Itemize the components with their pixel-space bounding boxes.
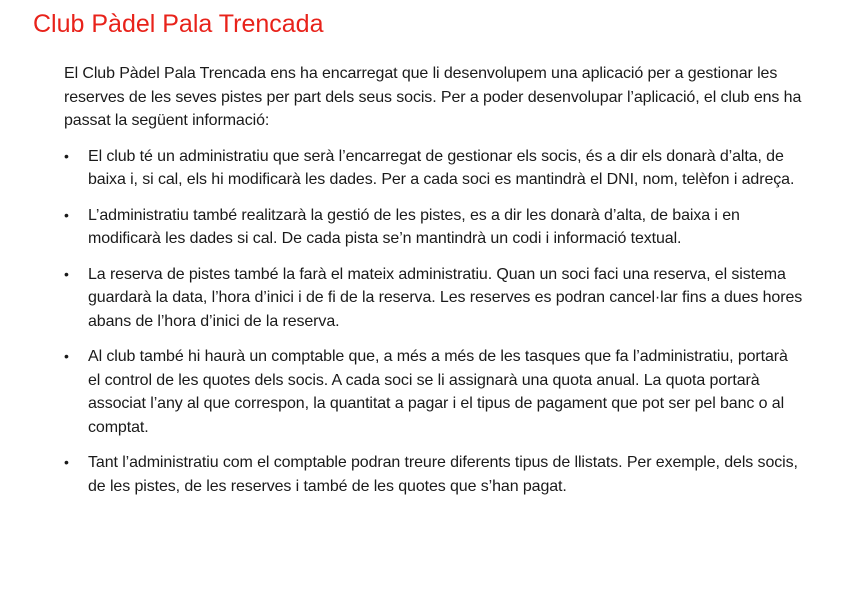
list-item-text: La reserva de pistes també la farà el mateix administratiu. Quan un soci faci una reserva, el sistema guardarà la data, l’hora d’inici i de fi de la reserva. Les reserves es podran cancel·lar fins a dues hores abans de l’hora d’inici de la reserva.	[88, 265, 803, 330]
list-item	[64, 345, 804, 439]
bullet-icon: •	[64, 454, 69, 470]
list-item	[64, 145, 804, 192]
list-item	[64, 204, 804, 251]
requirements-list	[64, 145, 804, 499]
page-title: Club Pàdel Pala Trencada	[33, 10, 324, 38]
bullet-icon: •	[64, 206, 69, 223]
list-item	[64, 451, 804, 498]
bullet-icon: •	[64, 348, 69, 364]
list-item-text: Tant l’administratiu com el comptable podran treure diferents tipus de llistats. Per exemple, dels socis, de les pistes, de les reserves i també de les quotes que s’han pagat.	[88, 454, 798, 495]
bullet-icon: •	[64, 147, 69, 164]
list-item-text: El club té un administratiu que serà l’encarregat de gestionar els socis, és a dir els donarà d’alta, de baixa i, si cal, els hi modificarà les dades. Per a cada soci es mantindrà el DNI, nom, telèfon i adreça.	[88, 147, 795, 188]
list-item-text: L’administratiu també realitzarà la gestió de les pistes, es a dir les donarà d’alta, de baixa i en modificarà les dades si cal. De cada pista se’n mantindrà un codi i informació textual.	[88, 206, 740, 247]
bullet-icon: •	[64, 265, 69, 282]
document-body	[64, 62, 804, 510]
list-item	[64, 263, 804, 334]
intro-paragraph: El Club Pàdel Pala Trencada ens ha encarregat que li desenvolupem una aplicació per a gestionar les reserves de les seves pistes per part dels seus socis. Per a poder desenvolupar l’aplicació, el club ens ha passat la següent informació:	[64, 65, 802, 129]
list-item-text: Al club també hi haurà un comptable que, a més a més de les tasques que fa l’administratiu, portarà el control de les quotes dels socis. A cada soci se li assignarà una quota anual. La quota portarà associat l’any al que correspon, la quantitat a pagar i el tipus de pagament que pot ser pel banc o al comptat.	[88, 348, 788, 436]
